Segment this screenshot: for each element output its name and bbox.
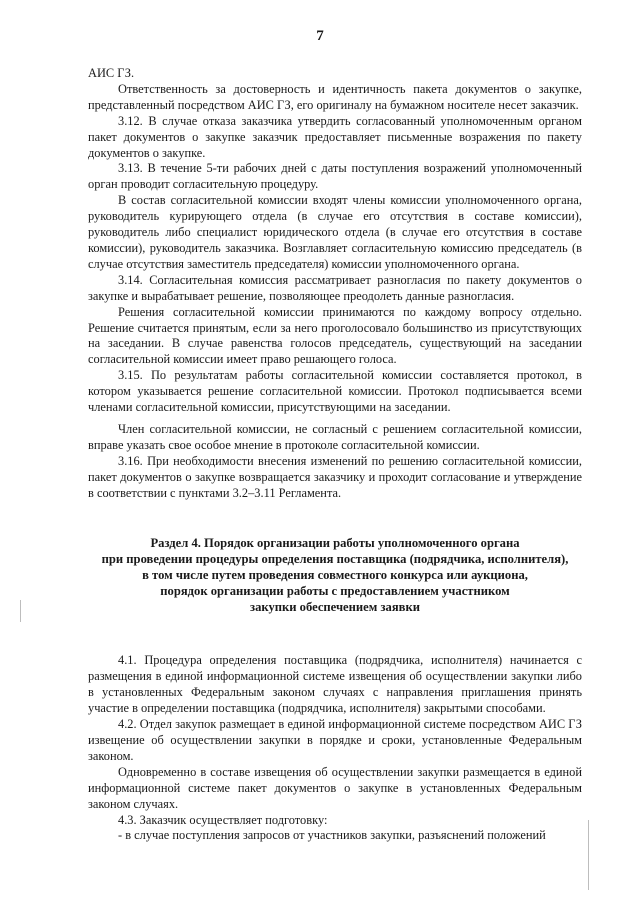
section-heading-line: Раздел 4. Порядок организации работы уполномоченного органа — [150, 536, 520, 551]
document-body — [88, 66, 582, 844]
paragraph-3-13: 3.13. В течение 5-ти рабочих дней с даты поступления возражений уполномоченный орган проводит согласительную процедуру. — [88, 161, 582, 192]
paragraph-3-12: 3.12. В случае отказа заказчика утвердить согласованный уполномоченным органом пакет документов о закупке заказчик предоставляет письменные возражения по пакету документов о закупке. — [88, 113, 582, 160]
scan-edge-mark — [588, 820, 589, 890]
section-heading — [88, 535, 582, 615]
paragraph-3-14: 3.14. Согласительная комиссия рассматривает разногласия по пакету документов о закупке и вырабатывает решение, позволяющее преодолеть данные разногласия. — [88, 272, 582, 303]
paragraph: Член согласительной комиссии, не согласный с решением согласительной комиссии, вправе указать свое особое мнение в протоколе согласительной комиссии. — [88, 421, 582, 452]
section-heading-line: порядок организации работы с предоставлением участником — [160, 584, 510, 599]
paragraph-4-3: 4.3. Заказчик осуществляет подготовку: — [118, 812, 328, 827]
paragraph-4-2: 4.2. Отдел закупок размещает в единой информационной системе посредством АИС ГЗ извещение об осуществлении закупки в порядке и сроки, установленные Федеральным законом. — [88, 717, 582, 763]
paragraph-3-15: 3.15. По результатам работы согласительной комиссии составляется протокол, в котором указывается решение согласительной комиссии. Протокол подписывается всеми членами согласительной комиссии, присутствующими на заседании. — [88, 368, 582, 415]
section-heading-line: закупки обеспечением заявки — [250, 600, 420, 615]
paragraph: Ответственность за достоверность и идентичность пакета документов о закупке, представленный посредством АИС ГЗ, его оригиналу на бумажном носителе несет заказчик. — [88, 81, 582, 112]
section-heading-line: при проведении процедуры определения поставщика (подрядчика, исполнителя), — [101, 552, 569, 567]
paragraph: - в случае поступления запросов от участников закупки, разъяснений положений — [118, 828, 546, 843]
paragraph: АИС ГЗ. — [88, 66, 135, 80]
paragraph: Решения согласительной комиссии принимаются по каждому вопросу отдельно. Решение считается принятым, если за него проголосовало большинство из присутствующих на заседании. В случае равенства голосов председатель, существующий на заседании согласительной комиссии имеет право решающего голоса. — [88, 304, 582, 367]
paragraph: В состав согласительной комиссии входят члены комиссии уполномоченного органа, руководитель курирующего отдела (в случае его отсутствия в составе комиссии), руководитель либо специалист юридического отдела (в случае его отсутствия в составе комиссии), руководитель заказчика. Возглавляет согласительную комиссию председатель (в случае отсутствия заместитель председателя) комиссии уполномоченного органа. — [88, 193, 582, 271]
scan-edge-mark — [20, 600, 21, 622]
paragraph-4-1: 4.1. Процедура определения поставщика (подрядчика, исполнителя) начинается с размещения в единой информационной системе извещения об осуществлении закупки либо в установленных Федеральным законом случаях с направления приглашения принять участие в определении поставщика (подрядчика, исполнителя) закрытыми способами. — [88, 653, 582, 716]
paragraph: Одновременно в составе извещения об осуществлении закупки размещается в единой информационной системе пакет документов о закупке в установленных Федеральным законом случаях. — [88, 764, 582, 811]
section-heading-line: в том числе путем проведения совместного конкурса или аукциона, — [142, 568, 528, 583]
paragraph-3-16: 3.16. При необходимости внесения изменений по решению согласительной комиссии, пакет документов о закупке возвращается заказчику и проходит согласование и утверждение в соответствии с пунктами 3.2–3.11 Регламента. — [88, 453, 582, 500]
page-number: 7 — [316, 28, 324, 44]
